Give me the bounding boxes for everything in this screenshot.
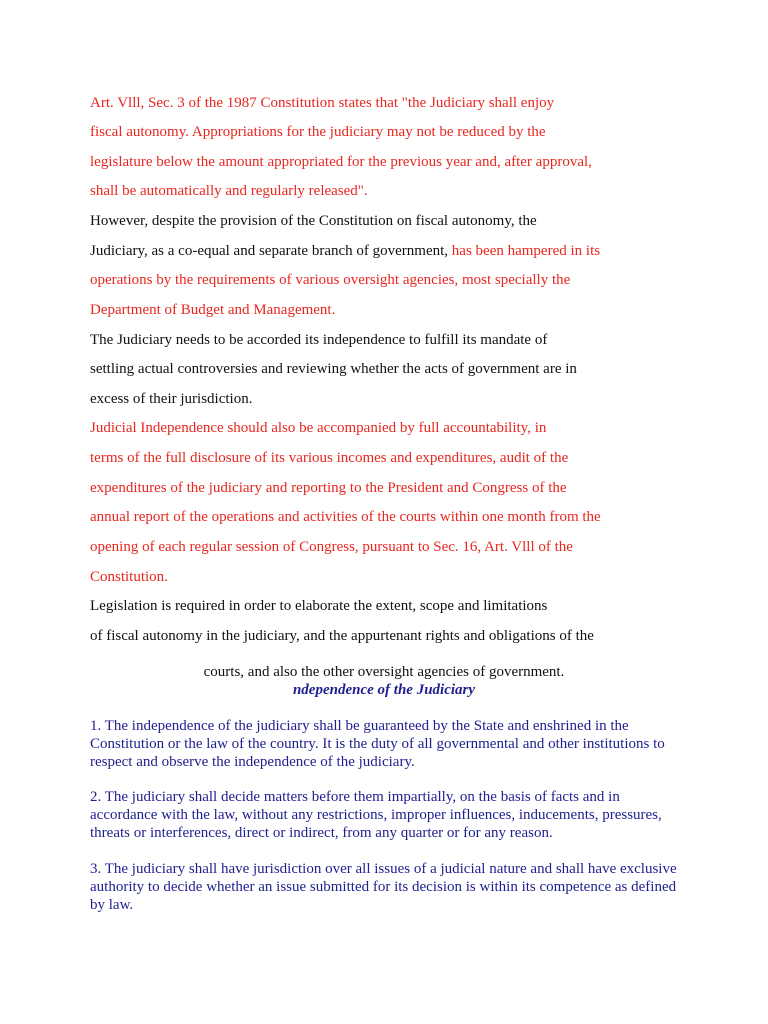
text-line [90,301,335,319]
body-text: Judiciary, as a co-equal and separate branch of government, [90,243,452,259]
text-line [90,390,252,408]
highlighted-text: legislature below the amount appropriated for the previous year and, after approval, [90,154,592,170]
text-line [90,94,554,112]
text-line [90,123,546,141]
highlighted-text: operations by the requirements of various oversight agencies, most specially the [90,272,571,288]
text-line [90,271,570,289]
body-text: excess of their jurisdiction. [90,391,253,407]
highlighted-text: terms of the full disclosure of its various incomes and expenditures, audit of the [90,450,569,466]
text-line [90,568,168,586]
highlighted-text: fiscal autonomy. Appropriations for the judiciary may not be reduced by the [90,124,546,140]
highlighted-text: annual report of the operations and activities of the courts within one month from the [90,509,601,525]
body-text: settling actual controversies and reviewing whether the acts of government are in [90,361,577,377]
highlighted-text: expenditures of the judiciary and reporting to the President and Congress of the [90,480,567,496]
highlighted-text: shall be automatically and regularly released". [90,183,368,199]
text-line [90,449,568,467]
body-text: Legislation is required in order to elaborate the extent, scope and limitations [90,598,548,614]
body-text: The Judiciary needs to be accorded its independence to fulfill its mandate of [90,332,548,348]
text-line [90,597,547,615]
text-line [90,419,546,437]
highlighted-text: Department of Budget and Management. [90,302,336,318]
centered-text-line: courts, and also the other oversight agencies of government. [203,664,565,680]
text-line [90,182,368,200]
highlighted-text: opening of each regular session of Congress, pursuant to Sec. 16, Art. Vlll of the [90,539,573,555]
highlighted-text: has been hampered in its [451,243,601,259]
text-line [90,538,573,556]
text-line [90,360,577,378]
list-item: 2. The judiciary shall decide matters before them impartially, on the basis of facts and in accordance with the law, without any restrictions, improper influences, inducements, pressures, threats or interferences, direct or indirect, from any quarter or for any reason. [90,789,662,841]
text-line [90,153,592,171]
section-heading: ndependence of the Judiciary [292,682,476,698]
highlighted-text: Constitution. [90,569,168,585]
text-line [90,212,537,230]
text-line [90,508,601,526]
text-line [90,331,547,349]
highlighted-text: Art. Vlll, Sec. 3 of the 1987 Constitution states that "the Judiciary shall enjoy [90,95,555,111]
list-item: 1. The independence of the judiciary shall be guaranteed by the State and enshrined in the Constitution or the law of the country. It is the duty of all governmental and other institutions to respect and observe the independence of the judiciary. [90,718,665,770]
text-line [90,242,600,260]
text-line [90,627,594,645]
list-item: 3. The judiciary shall have jurisdiction over all issues of a judicial nature and shall have exclusive authority to decide whether an issue submitted for its decision is within its competence as defined by law. [90,861,677,913]
body-text: of fiscal autonomy in the judiciary, and the appurtenant rights and obligations of the [90,628,594,644]
body-text: However, despite the provision of the Constitution on fiscal autonomy, the [90,213,537,229]
text-line [90,479,567,497]
highlighted-text: Judicial Independence should also be accompanied by full accountability, in [90,420,547,436]
